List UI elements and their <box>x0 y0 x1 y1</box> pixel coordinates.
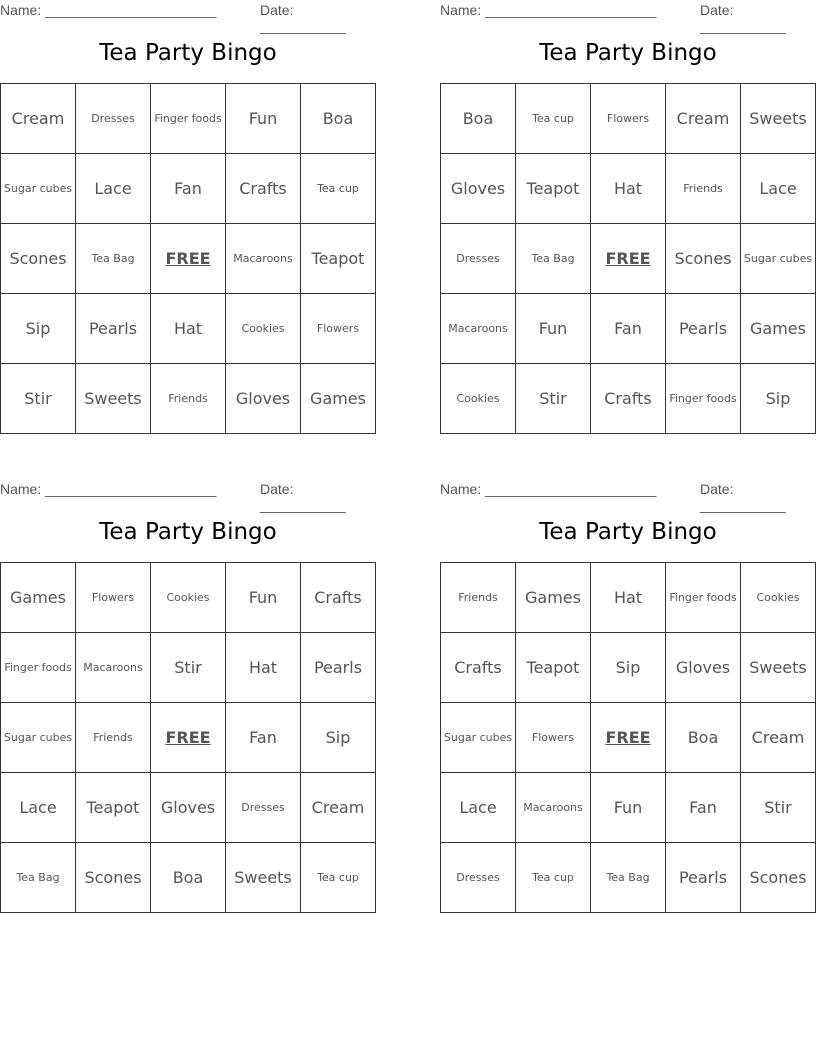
bingo-cell: Teapot <box>516 633 591 703</box>
bingo-cell: Sugar cubes <box>741 224 816 294</box>
bingo-grid <box>0 83 376 434</box>
bingo-cell: Games <box>516 563 591 633</box>
bingo-cell: Fan <box>226 703 301 773</box>
bingo-cell: Tea cup <box>516 843 591 913</box>
bingo-cell: Fun <box>591 773 666 843</box>
bingo-cell: Sip <box>741 364 816 434</box>
bingo-cell: Tea cup <box>301 843 376 913</box>
bingo-cell: Tea cup <box>516 84 591 154</box>
bingo-cell: Tea Bag <box>591 843 666 913</box>
bingo-cell: Flowers <box>591 84 666 154</box>
bingo-cell: Stir <box>151 633 226 703</box>
bingo-cell: Fun <box>226 84 301 154</box>
bingo-cell: Gloves <box>441 154 516 224</box>
bingo-cell: Cookies <box>151 563 226 633</box>
bingo-cell: Hat <box>151 294 226 364</box>
grid-row <box>441 294 816 364</box>
bingo-cell: Fan <box>591 294 666 364</box>
bingo-cell: Dresses <box>441 843 516 913</box>
name-label: Name: ______________________ <box>0 2 217 18</box>
bingo-cell: Friends <box>76 703 151 773</box>
bingo-cell: Scones <box>666 224 741 294</box>
bingo-cell: Games <box>1 563 76 633</box>
bingo-cell: Fan <box>151 154 226 224</box>
bingo-cell: Macaroons <box>516 773 591 843</box>
date-label: Date: ___________ <box>700 481 786 513</box>
bingo-cell: Scones <box>76 843 151 913</box>
bingo-cell: Lace <box>76 154 151 224</box>
meta-line <box>0 479 376 513</box>
bingo-card-1 <box>0 0 376 408</box>
bingo-cell: Sugar cubes <box>1 154 76 224</box>
bingo-card-2 <box>440 0 816 408</box>
bingo-cell: Games <box>301 364 376 434</box>
bingo-cell: Gloves <box>226 364 301 434</box>
bingo-cell: Friends <box>151 364 226 434</box>
bingo-cell: Sip <box>1 294 76 364</box>
bingo-cell: Pearls <box>666 294 741 364</box>
grid-row <box>1 294 376 364</box>
bingo-cell: Hat <box>591 563 666 633</box>
grid-row <box>1 703 376 773</box>
bingo-cell: Finger foods <box>1 633 76 703</box>
bingo-cell: Crafts <box>591 364 666 434</box>
bingo-grid <box>440 83 816 434</box>
bingo-cell: Cream <box>741 703 816 773</box>
date-label: Date: ___________ <box>260 481 346 513</box>
bingo-cell: Lace <box>741 154 816 224</box>
name-label: Name: ______________________ <box>440 2 657 18</box>
grid-row <box>1 633 376 703</box>
bingo-cell: Fan <box>666 773 741 843</box>
bingo-cell: Teapot <box>76 773 151 843</box>
grid-row <box>441 773 816 843</box>
bingo-cell: Crafts <box>441 633 516 703</box>
grid-row <box>441 154 816 224</box>
bingo-cell: Cream <box>301 773 376 843</box>
grid-row <box>1 563 376 633</box>
meta-line <box>0 0 376 34</box>
bingo-cell: Finger foods <box>666 364 741 434</box>
bingo-cell: Tea Bag <box>516 224 591 294</box>
bingo-cell: Tea cup <box>301 154 376 224</box>
bingo-cell: Finger foods <box>666 563 741 633</box>
bingo-cell: Fun <box>226 563 301 633</box>
bingo-cell: Lace <box>1 773 76 843</box>
bingo-cell: Cookies <box>226 294 301 364</box>
name-label: Name: ______________________ <box>440 481 657 497</box>
grid-row <box>1 364 376 434</box>
free-space: FREE <box>151 703 226 773</box>
grid-row <box>1 773 376 843</box>
grid-row <box>441 563 816 633</box>
grid-row <box>441 364 816 434</box>
bingo-cell: Macaroons <box>76 633 151 703</box>
bingo-cell: Games <box>741 294 816 364</box>
bingo-cell: Tea Bag <box>76 224 151 294</box>
bingo-cell: Cookies <box>741 563 816 633</box>
bingo-cell: Hat <box>226 633 301 703</box>
bingo-cell: Sweets <box>741 84 816 154</box>
bingo-card-4 <box>440 479 816 887</box>
bingo-card-3 <box>0 479 376 887</box>
meta-line <box>440 479 816 513</box>
bingo-cell: Macaroons <box>441 294 516 364</box>
grid-row <box>441 224 816 294</box>
bingo-cell: Friends <box>441 563 516 633</box>
bingo-cell: Crafts <box>301 563 376 633</box>
bingo-cell: Finger foods <box>151 84 226 154</box>
bingo-cell: Scones <box>741 843 816 913</box>
bingo-cell: Sip <box>591 633 666 703</box>
bingo-cell: Lace <box>441 773 516 843</box>
bingo-cell: Cookies <box>441 364 516 434</box>
card-title: Tea Party Bingo <box>99 40 277 66</box>
bingo-cell: Tea Bag <box>1 843 76 913</box>
date-label: Date: ___________ <box>260 2 346 34</box>
bingo-cell: Stir <box>1 364 76 434</box>
grid-row <box>1 843 376 913</box>
grid-row <box>441 84 816 154</box>
date-label: Date: ___________ <box>700 2 786 34</box>
grid-row <box>441 703 816 773</box>
bingo-cell: Sugar cubes <box>441 703 516 773</box>
bingo-cell: Pearls <box>76 294 151 364</box>
free-space: FREE <box>151 224 226 294</box>
bingo-cell: Dresses <box>441 224 516 294</box>
bingo-cell: Teapot <box>516 154 591 224</box>
bingo-cell: Macaroons <box>226 224 301 294</box>
bingo-cell: Sweets <box>76 364 151 434</box>
card-title: Tea Party Bingo <box>99 519 277 545</box>
bingo-cell: Sweets <box>226 843 301 913</box>
bingo-cell: Pearls <box>301 633 376 703</box>
bingo-cell: Sweets <box>741 633 816 703</box>
card-title: Tea Party Bingo <box>539 40 717 66</box>
free-space: FREE <box>591 703 666 773</box>
bingo-cell: Sugar cubes <box>1 703 76 773</box>
grid-row <box>441 633 816 703</box>
bingo-cell: Cream <box>1 84 76 154</box>
bingo-cell: Boa <box>441 84 516 154</box>
card-title: Tea Party Bingo <box>539 519 717 545</box>
bingo-cell: Stir <box>741 773 816 843</box>
bingo-cell: Fun <box>516 294 591 364</box>
bingo-cell: Stir <box>516 364 591 434</box>
bingo-cell: Dresses <box>226 773 301 843</box>
bingo-cell: Boa <box>301 84 376 154</box>
bingo-cell: Boa <box>151 843 226 913</box>
bingo-cell: Pearls <box>666 843 741 913</box>
bingo-cell: Dresses <box>76 84 151 154</box>
bingo-cell: Gloves <box>666 633 741 703</box>
bingo-cell: Gloves <box>151 773 226 843</box>
bingo-cell: Flowers <box>76 563 151 633</box>
grid-row <box>441 843 816 913</box>
bingo-cell: Scones <box>1 224 76 294</box>
bingo-grid <box>440 562 816 913</box>
bingo-cell: Teapot <box>301 224 376 294</box>
grid-row <box>1 224 376 294</box>
grid-row <box>1 154 376 224</box>
bingo-cell: Cream <box>666 84 741 154</box>
bingo-cell: Hat <box>591 154 666 224</box>
grid-row <box>1 84 376 154</box>
bingo-cell: Flowers <box>516 703 591 773</box>
bingo-cell: Flowers <box>301 294 376 364</box>
bingo-cell: Crafts <box>226 154 301 224</box>
bingo-cell: Friends <box>666 154 741 224</box>
free-space: FREE <box>591 224 666 294</box>
bingo-cell: Boa <box>666 703 741 773</box>
bingo-cell: Sip <box>301 703 376 773</box>
bingo-grid <box>0 562 376 913</box>
name-label: Name: ______________________ <box>0 481 217 497</box>
meta-line <box>440 0 816 34</box>
